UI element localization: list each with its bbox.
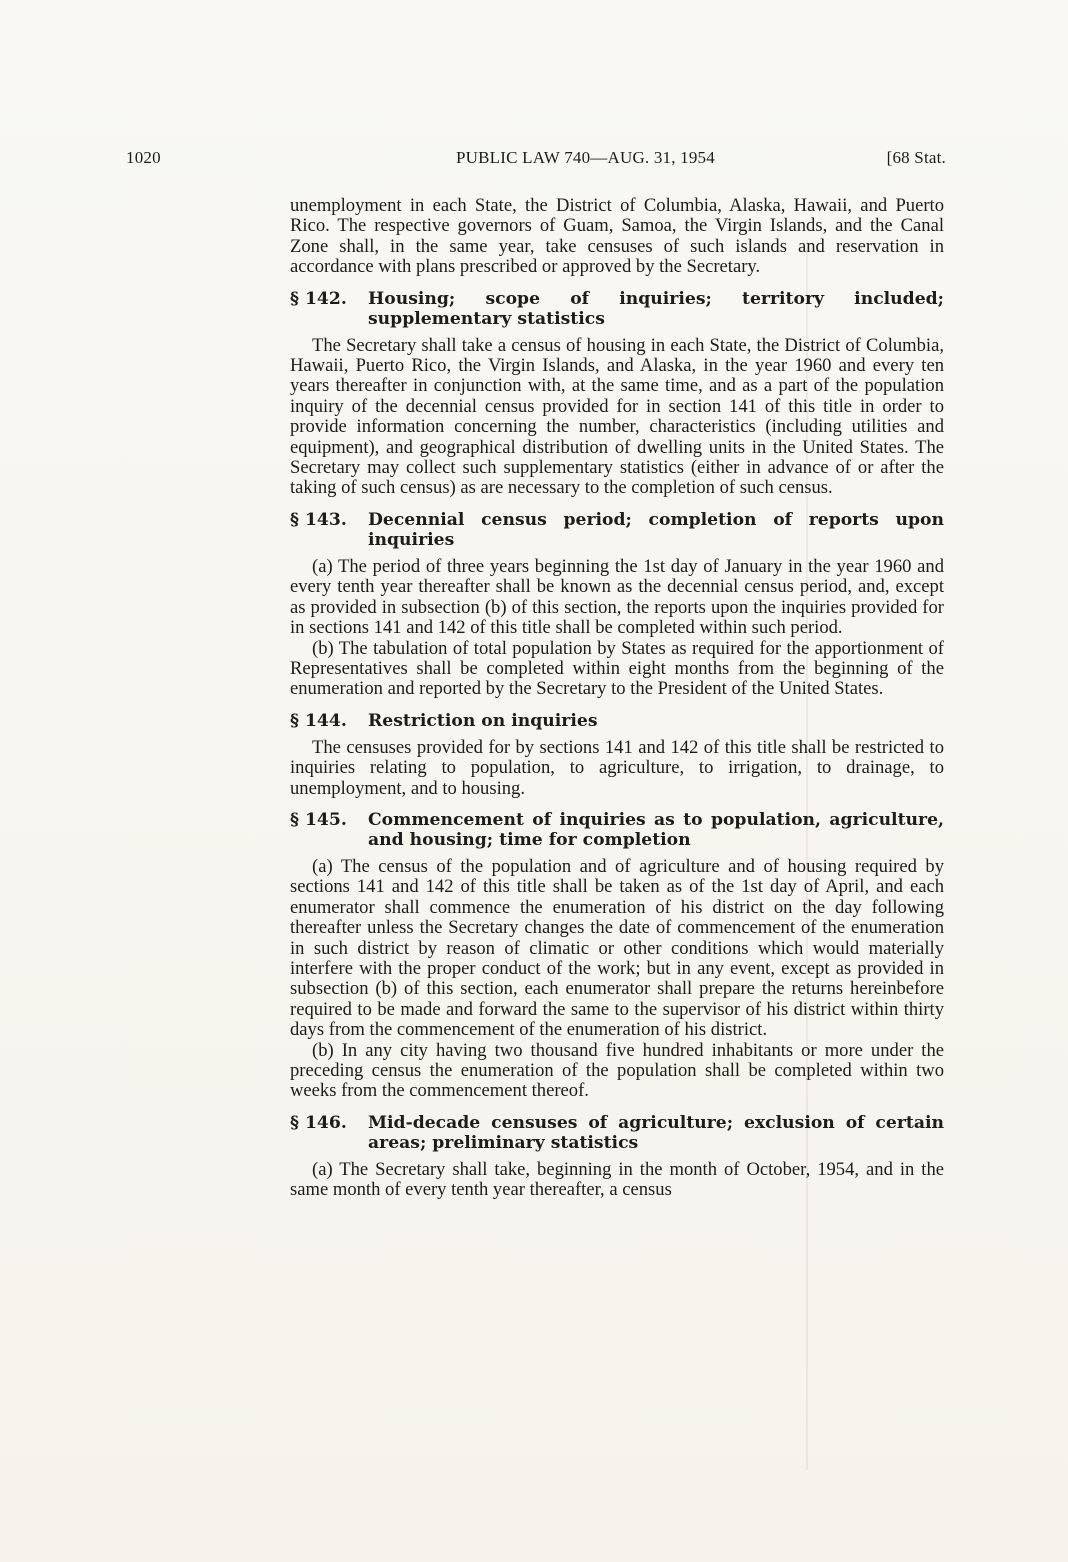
section-paragraph: The censuses provided for by sections 141 and 142 of this title shall be restricted to inquiries relating to population, to agriculture, to irrigation, to drainage, to unemployment, and to housing. xyxy=(290,736,944,799)
section-142 xyxy=(290,289,944,329)
running-title: PUBLIC LAW 740—AUG. 31, 1954 xyxy=(456,148,715,167)
section-heading xyxy=(290,810,944,850)
section-paragraph: (b) In any city having two thousand five hundred inhabitants or more under the preceding census the enumeration of the population shall be completed within two weeks from the commencement thereof. xyxy=(290,1039,944,1102)
section-paragraph: (a) The Secretary shall take, beginning in the month of October, 1954, and in the same month of every tenth year thereafter, a census xyxy=(290,1158,944,1201)
section-145 xyxy=(290,810,944,850)
section-number: § 142. xyxy=(290,288,347,309)
document-body xyxy=(290,196,944,1201)
intro-paragraph: unemployment in each State, the District of Columbia, Alaska, Hawaii, and Puerto Rico. The respective governors of Guam, Samoa, the Virgin Islands, and the Canal Zone shall, in the same year, take censuses of such islands and reservation in accordance with plans prescribed or approved by the Secretary. xyxy=(290,195,944,278)
section-title: Mid-decade censuses of agriculture; exclusion of certain areas; preliminary statistics xyxy=(368,1112,944,1153)
section-heading xyxy=(290,289,944,329)
section-paragraph: (a) The census of the population and of agriculture and of housing required by sections 141 and 142 of this title shall be taken as of the 1st day of April, and each enumerator shall commence the enumeration of his district on the day following thereafter unless the Secretary changes the date of commencement of the enumeration in such district by reason of climatic or other conditions which would materially interfere with the proper conduct of the work; but in any event, except as provided in subsection (b) of this section, each enumerator shall prepare the returns hereinbefore required to be made and forward the same to the supervisor of his district within thirty days from the commencement of the enumeration of his district. xyxy=(290,855,944,1041)
running-header xyxy=(126,148,946,170)
section-143 xyxy=(290,510,944,550)
section-heading xyxy=(290,711,944,731)
section-paragraph: (a) The period of three years beginning the 1st day of January in the year 1960 and every tenth year thereafter shall be known as the decennial census period, and, except as provided in subsection (b) of this section, the reports upon the inquiries provided for in sections 141 and 142 of this title shall be completed within such period. xyxy=(290,555,944,639)
section-title: Commencement of inquiries as to population, agriculture, and housing; time for completion xyxy=(368,809,944,850)
section-paragraph: The Secretary shall take a census of housing in each State, the District of Columbia, Hawaii, Puerto Rico, the Virgin Islands, and Alaska, in the year 1960 and every ten years thereafter in conjunction with, at the same time, and as a part of the population inquiry of the decennial census provided for in section 141 of this title in order to provide information concerning the number, characteristics (including utilities and equipment), and geographical distribution of dwelling units in the United States. The Secretary may collect such supplementary statistics (either in advance of or after the taking of such census) as are necessary to the completion of such census. xyxy=(290,334,944,499)
section-number: § 146. xyxy=(290,1112,347,1133)
section-number: § 144. xyxy=(290,710,347,731)
section-number: § 145. xyxy=(290,809,347,830)
section-144 xyxy=(290,711,944,731)
statute-reference: [68 Stat. xyxy=(886,148,946,167)
section-paragraph: (b) The tabulation of total population by States as required for the apportionment of Representatives shall be completed within eight months from the beginning of the enumeration and reported by the Secretary to the President of the United States. xyxy=(290,637,944,700)
section-title: Restriction on inquiries xyxy=(368,710,598,731)
section-number: § 143. xyxy=(290,509,347,530)
section-title: Decennial census period; completion of reports upon inquiries xyxy=(368,509,944,550)
section-146 xyxy=(290,1113,944,1153)
page-number: 1020 xyxy=(126,148,161,167)
section-title: Housing; scope of inquiries; territory included; supplementary statistics xyxy=(368,288,944,329)
section-heading xyxy=(290,1113,944,1153)
section-heading xyxy=(290,510,944,550)
